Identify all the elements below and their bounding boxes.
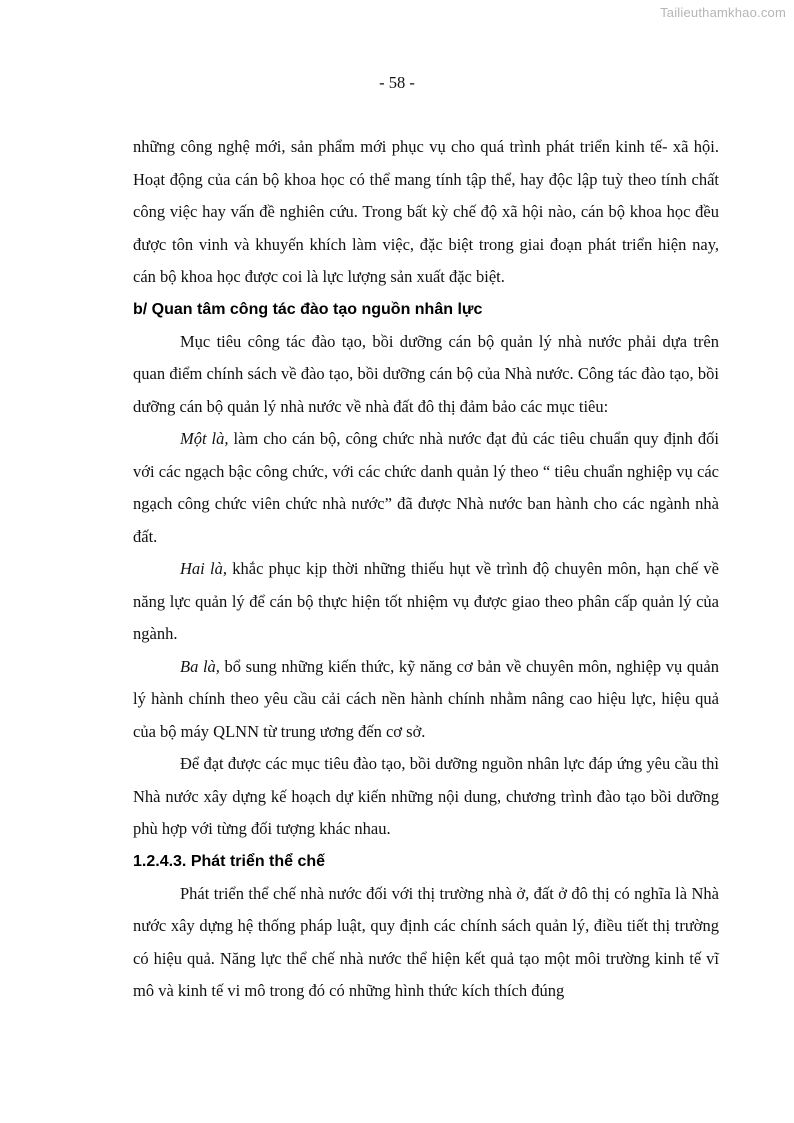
paragraph-text: làm cho cán bộ, công chức nhà nước đạt đủ các tiêu chuẩn quy định đối với các ngạch bậc công chức, với các chức danh quản lý theo “ tiêu chuẩn nghiệp vụ các ngạch công chức viên chức nhà nước” đã được Nhà nước ban hành cho các ngành nhà đất. [133,429,719,546]
paragraph: những công nghệ mới, sản phẩm mới phục vụ cho quá trình phát triển kinh tế- xã hội. Hoạt động của cán bộ khoa học có thể mang tính tập thể, hay độc lập tuỳ theo tính chất công việc hay vấn đề nghiên cứu. Trong bất kỳ chế độ xã hội nào, cán bộ khoa học đều được tôn vinh và khuyến khích làm việc, đặc biệt trong giai đoạn phát triển hiện nay, cán bộ khoa học được coi là lực lượng sản xuất đặc biệt. [133,137,719,286]
section-heading-1-2-4-3: 1.2.4.3. Phát triển thể chế [133,852,326,870]
paragraph-objective-2 [133,553,719,651]
paragraph: Để đạt được các mục tiêu đào tạo, bồi dưỡng nguồn nhân lực đáp ứng yêu cầu thì Nhà nước xây dựng kế hoạch dự kiến những nội dung, chương trình đào tạo bồi dưỡng phù hợp với từng đối tượng khác nhau. [133,754,719,838]
section-heading-b: b/ Quan tâm công tác đào tạo nguồn nhân lực [133,300,483,318]
paragraph: Mục tiêu công tác đào tạo, bồi dưỡng cán bộ quản lý nhà nước phải dựa trên quan điểm chính sách về đào tạo, bồi dưỡng cán bộ của Nhà nước. Công tác đào tạo, bồi dưỡng cán bộ quản lý nhà nước về nhà đất đô thị đảm bảo các mục tiêu: [133,331,719,416]
lead-phrase: Hai là, [180,559,227,578]
page-body [133,131,719,1008]
watermark: Tailieuthamkhao.com [660,5,786,20]
paragraph-objective-1 [133,423,719,553]
page-number: - 58 - [379,73,415,92]
paragraph: Phát triển thể chế nhà nước đối với thị trường nhà ở, đất ở đô thị có nghĩa là Nhà nước xây dựng hệ thống pháp luật, quy định các chính sách quản lý, điều tiết thị trường có hiệu quả. Năng lực thể chế nhà nước thể hiện kết quả tạo một môi trường kinh tế vĩ mô và kinh tế vi mô trong đó có những hình thức kích thích đúng [133,883,719,1000]
paragraph-objective-3 [133,651,719,749]
paragraph-text: bổ sung những kiến thức, kỹ năng cơ bản về chuyên môn, nghiệp vụ quản lý hành chính theo yêu cầu cải cách nền hành chính nhằm nâng cao hiệu lực, hiệu quả của bộ máy QLNN từ trung ương đến cơ sở. [133,656,719,741]
lead-phrase: Ba là, [180,656,220,676]
paragraph-text: khắc phục kịp thời những thiếu hụt về trình độ chuyên môn, hạn chế về năng lực quản lý để cán bộ thực hiện tốt nhiệm vụ được giao theo phân cấp quản lý của ngành. [133,559,719,643]
lead-phrase: Một là, [180,429,229,448]
